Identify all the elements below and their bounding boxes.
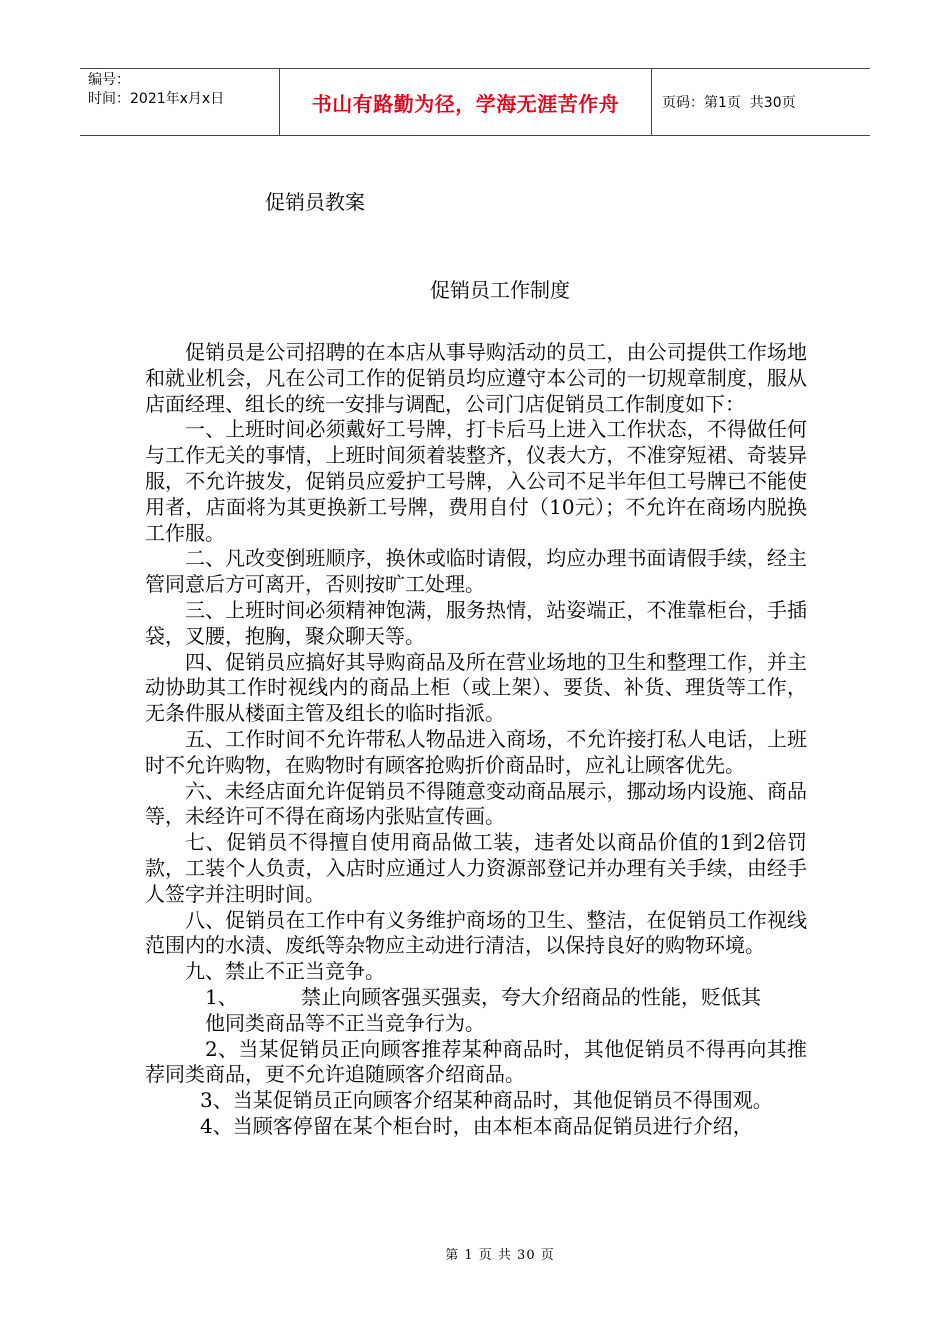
header-table [80, 68, 870, 136]
subitem-1-continuation: 他同类商品等不正当竞争行为。 [205, 1010, 485, 1035]
paragraph-rule-9: 九、禁止不正当竞争。 [185, 959, 385, 984]
number-label: 编号： [88, 72, 130, 88]
paragraph-rule-2: 二、凡改变倒班顺序，换休或临时请假，均应办理书面请假手续，经主管同意后方可离开，否则按旷工处理。 [145, 546, 807, 597]
page-info-cell [652, 69, 870, 135]
subitem-1-text: 禁止向顾客强买强卖，夸大介绍商品的性能，贬低其 [301, 984, 761, 1009]
paragraph-rule-8: 八、促销员在工作中有义务维护商场的卫生、整洁，在促销员工作视线范围内的水渍、废纸等杂物应主动进行清洁，以保持良好的购物环境。 [145, 907, 807, 958]
motto-text: 书山有路勤为径，学海无涯苦作舟 [311, 91, 620, 116]
section-title: 促销员工作制度 [430, 278, 570, 302]
document-body [145, 340, 807, 1140]
subitem-1 [145, 985, 807, 1011]
paragraph-rule-5: 五、工作时间不允许带私人物品进入商场，不允许接打私人电话，上班时不允许购物，在购物时有顾客抢购折价商品时，应礼让顾客优先。 [145, 726, 807, 777]
paragraph-rule-1: 一、上班时间必须戴好工号牌，打卡后马上进入工作状态，不得做任何与工作无关的事情，上班时间须着装整齐，仪表大方，不准穿短裙、奇装异服，不允许披发，促销员应爱护工号牌，入公司不足半年但工号牌已不能使用者，店面将为其更换新工号牌，费用自付（10元）；不允许在商场内脱换工作服。 [145, 417, 807, 545]
paragraph-rule-3: 三、上班时间必须精神饱满，服务热情，站姿端正，不准靠柜台，手插袋，叉腰，抱胸，聚众聊天等。 [145, 597, 807, 648]
page-info-text: 页码：第1页 共30页 [662, 95, 796, 111]
header-meta-cell [80, 69, 280, 135]
subitem-2: 2、当某促销员正向顾客推荐某种商品时，其他促销员不得再向其推荐同类商品，更不允许追随顾客介绍商品。 [145, 1036, 807, 1087]
motto-cell [280, 69, 652, 135]
paragraph-intro: 促销员是公司招聘的在本店从事导购活动的员工，由公司提供工作场地和就业机会，凡在公司工作的促销员均应遵守本公司的一切规章制度，服从店面经理、组长的统一安排与调配，公司门店促销员工作制度如下： [145, 340, 807, 416]
document-title: 促销员教案 [265, 190, 365, 214]
time-label: 时间：2021年x月x日 [88, 91, 225, 107]
paragraph-rule-7: 七、促销员不得擅自使用商品做工装，违者处以商品价值的1到2倍罚款，工装个人负责，入店时应通过人力资源部登记并办理有关手续，由经手人签字并注明时间。 [145, 830, 807, 906]
paragraph-rule-6: 六、未经店面允许促销员不得随意变动商品展示，挪动场内设施、商品等，未经许可不得在商场内张贴宣传画。 [145, 778, 807, 829]
paragraph-rule-4: 四、促销员应搞好其导购商品及所在营业场地的卫生和整理工作，并主动协助其工作时视线内的商品上柜（或上架）、要货、补货、理货等工作，无条件服从楼面主管及组长的临时指派。 [145, 649, 807, 726]
page-footer: 第 1 页 共 30 页 [445, 1248, 555, 1263]
subitem-1-number: 1、 [205, 984, 238, 1009]
subitem-4: 4、当顾客停留在某个柜台时，由本柜本商品促销员进行介绍， [200, 1113, 753, 1138]
subitem-3: 3、当某促销员正向顾客介绍某种商品时，其他促销员不得围观。 [200, 1088, 773, 1113]
